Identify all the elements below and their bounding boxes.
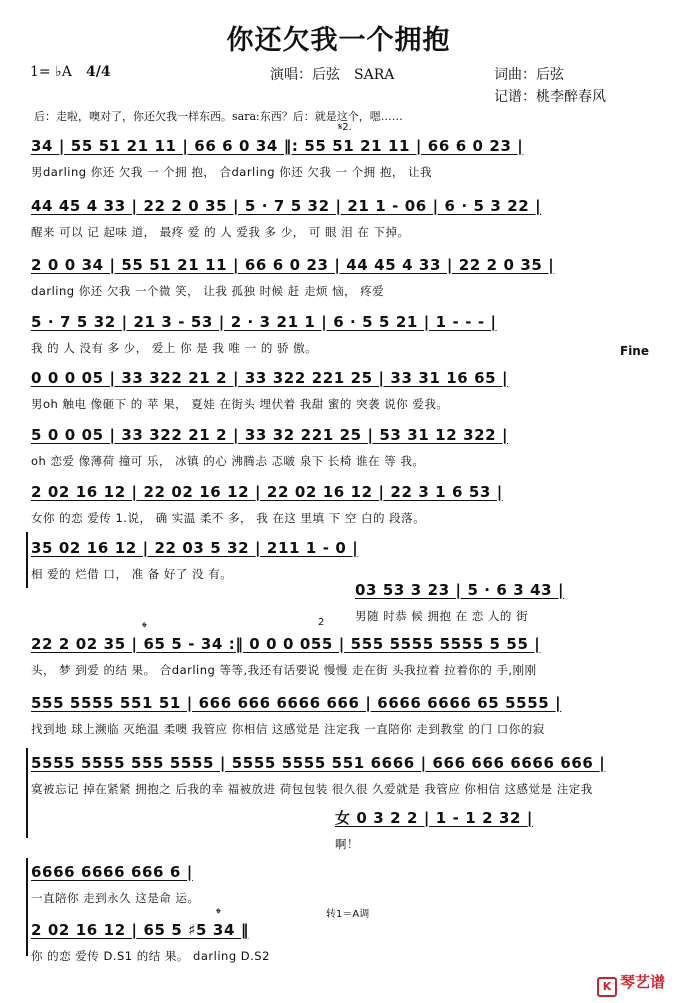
volta-2-marker: 2 [318,617,325,628]
staff-line-15 [31,920,661,964]
staff-notes: 5 0 0 05 | 33 322 21 2 | 33 32 221 25 | 53 31 12 322 | [31,426,509,444]
staff-lyrics: 一直陪你 走到永久 这是命 运。 [31,891,200,905]
staff-line-2 [31,196,661,240]
segno-2-marker: 𝄋2. [338,122,352,133]
staff-lyrics: 男darling 你还 欠我 一 个拥 抱， 合darling 你还 欠我 一 个拥 抱， 让我 [31,165,432,179]
staff-lyrics: 啊！ [335,837,359,851]
section-bracket [26,532,28,588]
logo-text: 琴艺谱 [619,973,665,991]
staff-notes: 44 45 4 33 | 22 2 0 35 | 5 · 7 5 32 | 21 1 - 06 | 6 · 5 3 22 | [31,197,542,215]
staff-lyrics: 相 爱的 烂借 口， 准 备 好了 没 有。 [31,567,233,581]
staff-lyrics: 你 的恋 爱传 D.S1 的结 果。 darling D.S2 [31,949,270,963]
logo-icon: K [597,977,617,997]
staff-line-14 [31,862,661,906]
staff-notes: 2 02 16 12 | 22 02 16 12 | 22 02 16 12 | 22 3 1 6 53 | [31,483,503,501]
staff-notes: 555 5555 551 51 | 666 666 6666 666 | 6666 6666 65 5555 | [31,694,562,712]
fine-marker: Fine [620,344,649,358]
staff-line-7 [31,482,661,526]
coda-sign-icon: 𝄌 [142,620,147,636]
staff-lyrics: 男oh 触电 像砸下 的 苹 果， 夏娃 在街头 埋伏着 我甜 蜜的 突袭 说你 爱我。 [31,397,449,411]
staff-line-3 [31,255,661,299]
modulation-note: 转1＝A调 [326,909,370,920]
staff-line-5 [31,368,661,412]
staff-notes: 34 | 55 51 21 11 | 66 6 0 34 ‖: 55 51 21 11 | 66 6 0 23 | [31,137,524,155]
song-title: 你还欠我一个拥抱 [226,25,451,56]
staff-line-12 [31,753,661,797]
staff-line-4 [31,312,661,356]
staff-notes: 2 02 16 12 | 65 5 ♯5 34 ‖ [31,921,249,939]
staff-line-11 [31,693,661,737]
staff-notes: 35 02 16 12 | 22 03 5 32 | 211 1 - 0 | [31,539,359,557]
staff-notes: 22 2 02 35 | 65 5 - 34 :‖ 0 0 0 055 | 555 5555 5555 5 55 | [31,635,541,653]
spoken-intro: 后：走啦，噢对了，你还欠我一样东西。sara:东西？后：就是这个，嗯…… [34,110,403,123]
transcriber-credit: 记谱：桃李醉春风 [494,89,606,105]
staff-line-9 [355,580,655,624]
staff-lyrics: 头， 梦 到爱 的结 果。 合darling 等等,我还有话要说 慢慢 走在街 头我拉着 拉着你的 手,刚刚 [31,663,537,677]
staff-notes: 5555 5555 555 5555 | 5555 5555 551 6666 | 666 666 6666 666 | [31,754,606,772]
staff-lyrics: darling 你还 欠我 一个微 笑， 让我 孤独 时候 赶 走烦 恼， 疼爱 [31,284,385,298]
staff-lyrics: 男随 时恭 候 拥抱 在 恋 人的 街 [355,609,529,623]
staff-notes: 2 0 0 34 | 55 51 21 11 | 66 6 0 23 | 44 45 4 33 | 22 2 0 35 | [31,256,555,274]
staff-lyrics: 我 的 人 没有 多 少， 爱上 你 是 我 唯 一 的 骄 傲。 [31,341,318,355]
staff-line-8 [31,538,661,582]
singer-credit: 演唱：后弦 SARA [270,67,395,83]
staff-notes: 03 53 3 23 | 5 · 6 3 43 | [355,581,565,599]
coda-sign-icon: 𝄌 [216,906,221,922]
staff-line-13 [335,808,655,852]
section-bracket [26,858,28,956]
staff-lyrics: 找到地 球上濒临 灭绝温 柔噢 我管应 你相信 这感觉是 注定我 一直陪你 走到教堂 的门 口你的寂 [31,722,545,736]
staff-lyrics: 醒来 可以 记 起味 道， 最疼 爱 的 人 爱我 多 少， 可 眼 泪 在 下掉。 [31,225,410,239]
staff-notes: 5 · 7 5 32 | 21 3 - 53 | 2 · 3 21 1 | 6 · 5 5 21 | 1 - - - | [31,313,497,331]
site-logo [597,971,665,997]
staff-notes: 6666 6666 666 6 | [31,863,193,881]
staff-line-10 [31,634,661,678]
staff-lyrics: 寞被忘记 掉在紧紧 拥抱之 后我的幸 福被放进 荷包包装 很久很 久爱就是 我管应 你相信 这感觉是 注定我 [31,782,593,796]
staff-lyrics: 女你 的恋 爱传 1.说， 确 实温 柔不 多， 我 在这 里填 下 空 白的 段落。 [31,511,426,525]
staff-notes: 女 0 3 2 2 | 1 - 1 2 32 | [335,809,533,827]
staff-notes: 0 0 0 05 | 33 322 21 2 | 33 322 221 25 | 33 31 16 65 | [31,369,509,387]
composer-credit: 词曲：后弦 [494,67,564,83]
staff-line-1 [31,136,661,180]
time-signature: 4/4 [86,64,111,80]
key-signature: 1= ♭A [30,64,72,80]
staff-line-6 [31,425,661,469]
staff-lyrics: oh 恋爱 像薄荷 撞可 乐， 冰镇 的心 沸腾忐 忑啵 泉下 长椅 谁在 等 我。 [31,454,425,468]
section-bracket [26,748,28,838]
